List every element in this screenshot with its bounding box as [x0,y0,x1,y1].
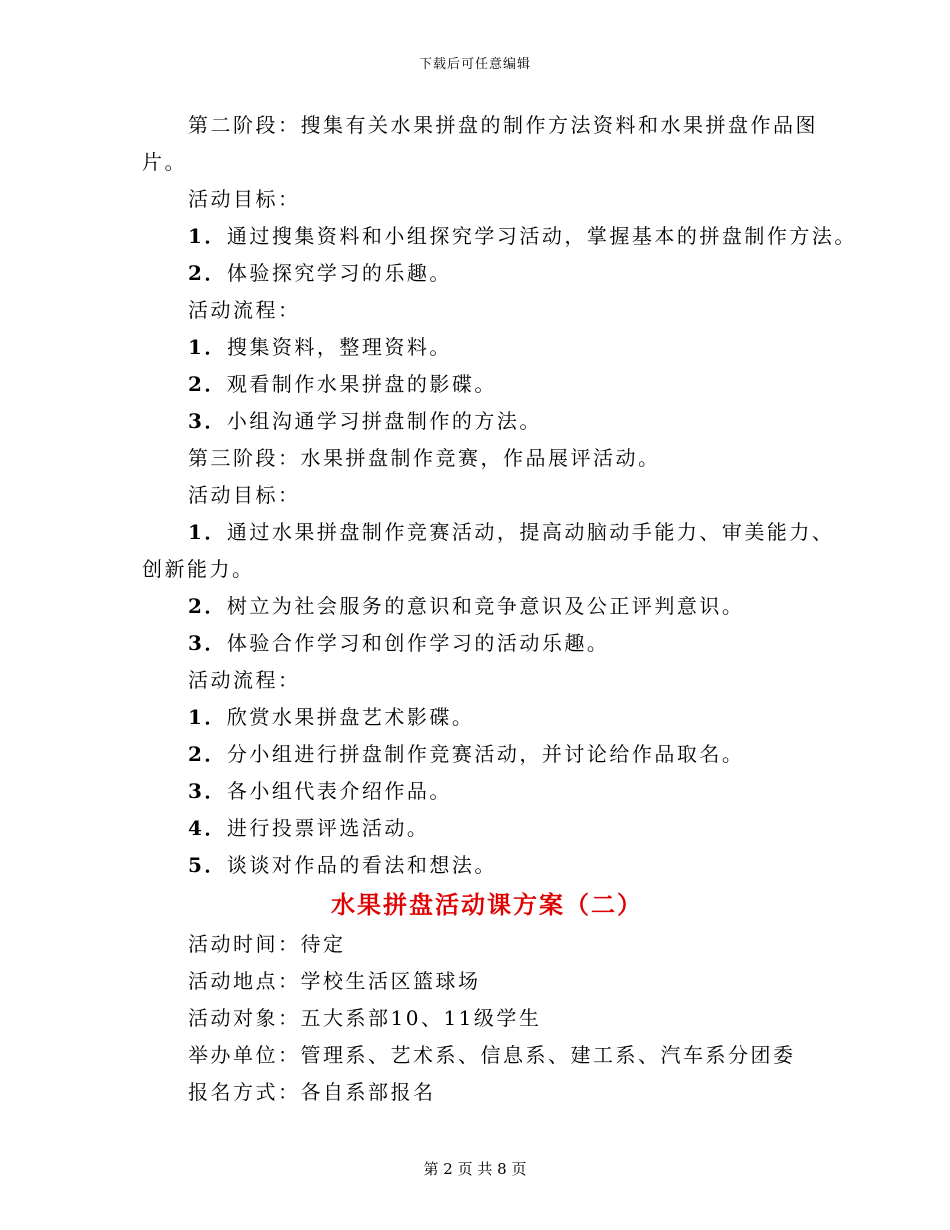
paragraph-line [142,662,832,699]
paragraph-line [142,218,857,255]
list-number: 5． [188,853,227,877]
paragraph-line [142,736,832,773]
line-text: 谈谈对作品的看法和想法。 [226,853,497,877]
list-number: 2． [188,372,227,396]
line-text: 进行投票评选活动。 [226,816,430,840]
list-number: 1． [188,705,227,729]
paragraph-line [142,773,832,810]
line-text: 各小组代表介绍作品。 [226,779,452,803]
line-text: 活动地点：学校生活区篮球场 [188,969,481,993]
line-text: 小组沟通学习拼盘制作的方法。 [226,409,542,433]
page-footer-number: 第 2 页 共 8 页 [423,1160,527,1178]
line-text: 报名方式：各自系部报名 [188,1080,436,1104]
list-number: 1． [188,520,227,544]
page-header-note: 下载后可任意编辑 [418,57,531,72]
paragraph-line [142,810,832,847]
list-number: 1． [188,335,227,359]
paragraph-line [142,699,832,736]
line-text: 活动流程： [188,298,301,322]
paragraph-line [142,847,832,884]
list-number: 2． [188,742,227,766]
line-text: 搜集资料，整理资料。 [226,335,452,359]
paragraph-line [142,292,832,329]
line-text: 分小组进行拼盘制作竞赛活动，并讨论给作品取名。 [226,742,745,766]
section-title [142,884,832,926]
line-text: 活动目标： [188,187,301,211]
line-text: 举办单位：管理系、艺术系、信息系、建工系、汽车系分团委 [188,1043,796,1067]
line-text: 通过水果拼盘制作竞赛活动，提高动脑动手能力、审美能力、 [226,520,835,544]
line-text: 创新能力。 [142,557,255,581]
paragraph-line [142,1074,832,1111]
paragraph-line [142,255,832,292]
line-text: 体验探究学习的乐趣。 [226,261,452,285]
line-text: 观看制作水果拼盘的影碟。 [226,372,497,396]
list-number: 2． [188,594,227,618]
list-number: 1． [188,224,227,248]
paragraph-line [142,1037,832,1074]
line-text: 树立为社会服务的意识和竞争意识及公正评判意识。 [226,594,745,618]
paragraph-line [142,477,832,514]
line-text: 活动目标： [188,483,301,507]
paragraph-line [142,963,832,1000]
paragraph-line [142,588,832,625]
line-text: 片。 [142,150,187,174]
paragraph-line [142,551,832,588]
list-number: 4． [188,816,227,840]
paragraph-line [142,403,832,440]
line-text: 第三阶段：水果拼盘制作竞赛，作品展评活动。 [188,446,661,470]
line-text: 活动流程： [188,668,301,692]
line-text: 活动对象：五大系部10、11级学生 [188,1006,542,1030]
line-text: 活动时间：待定 [188,932,346,956]
list-number: 3． [188,779,227,803]
list-number: 2． [188,261,227,285]
paragraph-line [142,514,835,551]
paragraph-line [142,1000,832,1037]
paragraph-line [142,366,832,403]
paragraph-line [142,181,832,218]
list-number: 3． [188,631,227,655]
paragraph-line [142,440,832,477]
paragraph-line [142,329,832,366]
line-text: 欣赏水果拼盘艺术影碟。 [226,705,475,729]
line-text: 第二阶段：搜集有关水果拼盘的制作方法资料和水果拼盘作品图 [188,113,818,137]
line-text: 体验合作学习和创作学习的活动乐趣。 [226,631,610,655]
paragraph-line [142,107,832,144]
paragraph-line [142,144,832,181]
paragraph-line [142,926,832,963]
document-body [142,107,857,1111]
line-text: 通过搜集资料和小组探究学习活动，掌握基本的拼盘制作方法。 [226,224,857,248]
list-number: 3． [188,409,227,433]
line-text: 水果拼盘活动课方案（二） [331,890,643,919]
paragraph-line [142,625,832,662]
